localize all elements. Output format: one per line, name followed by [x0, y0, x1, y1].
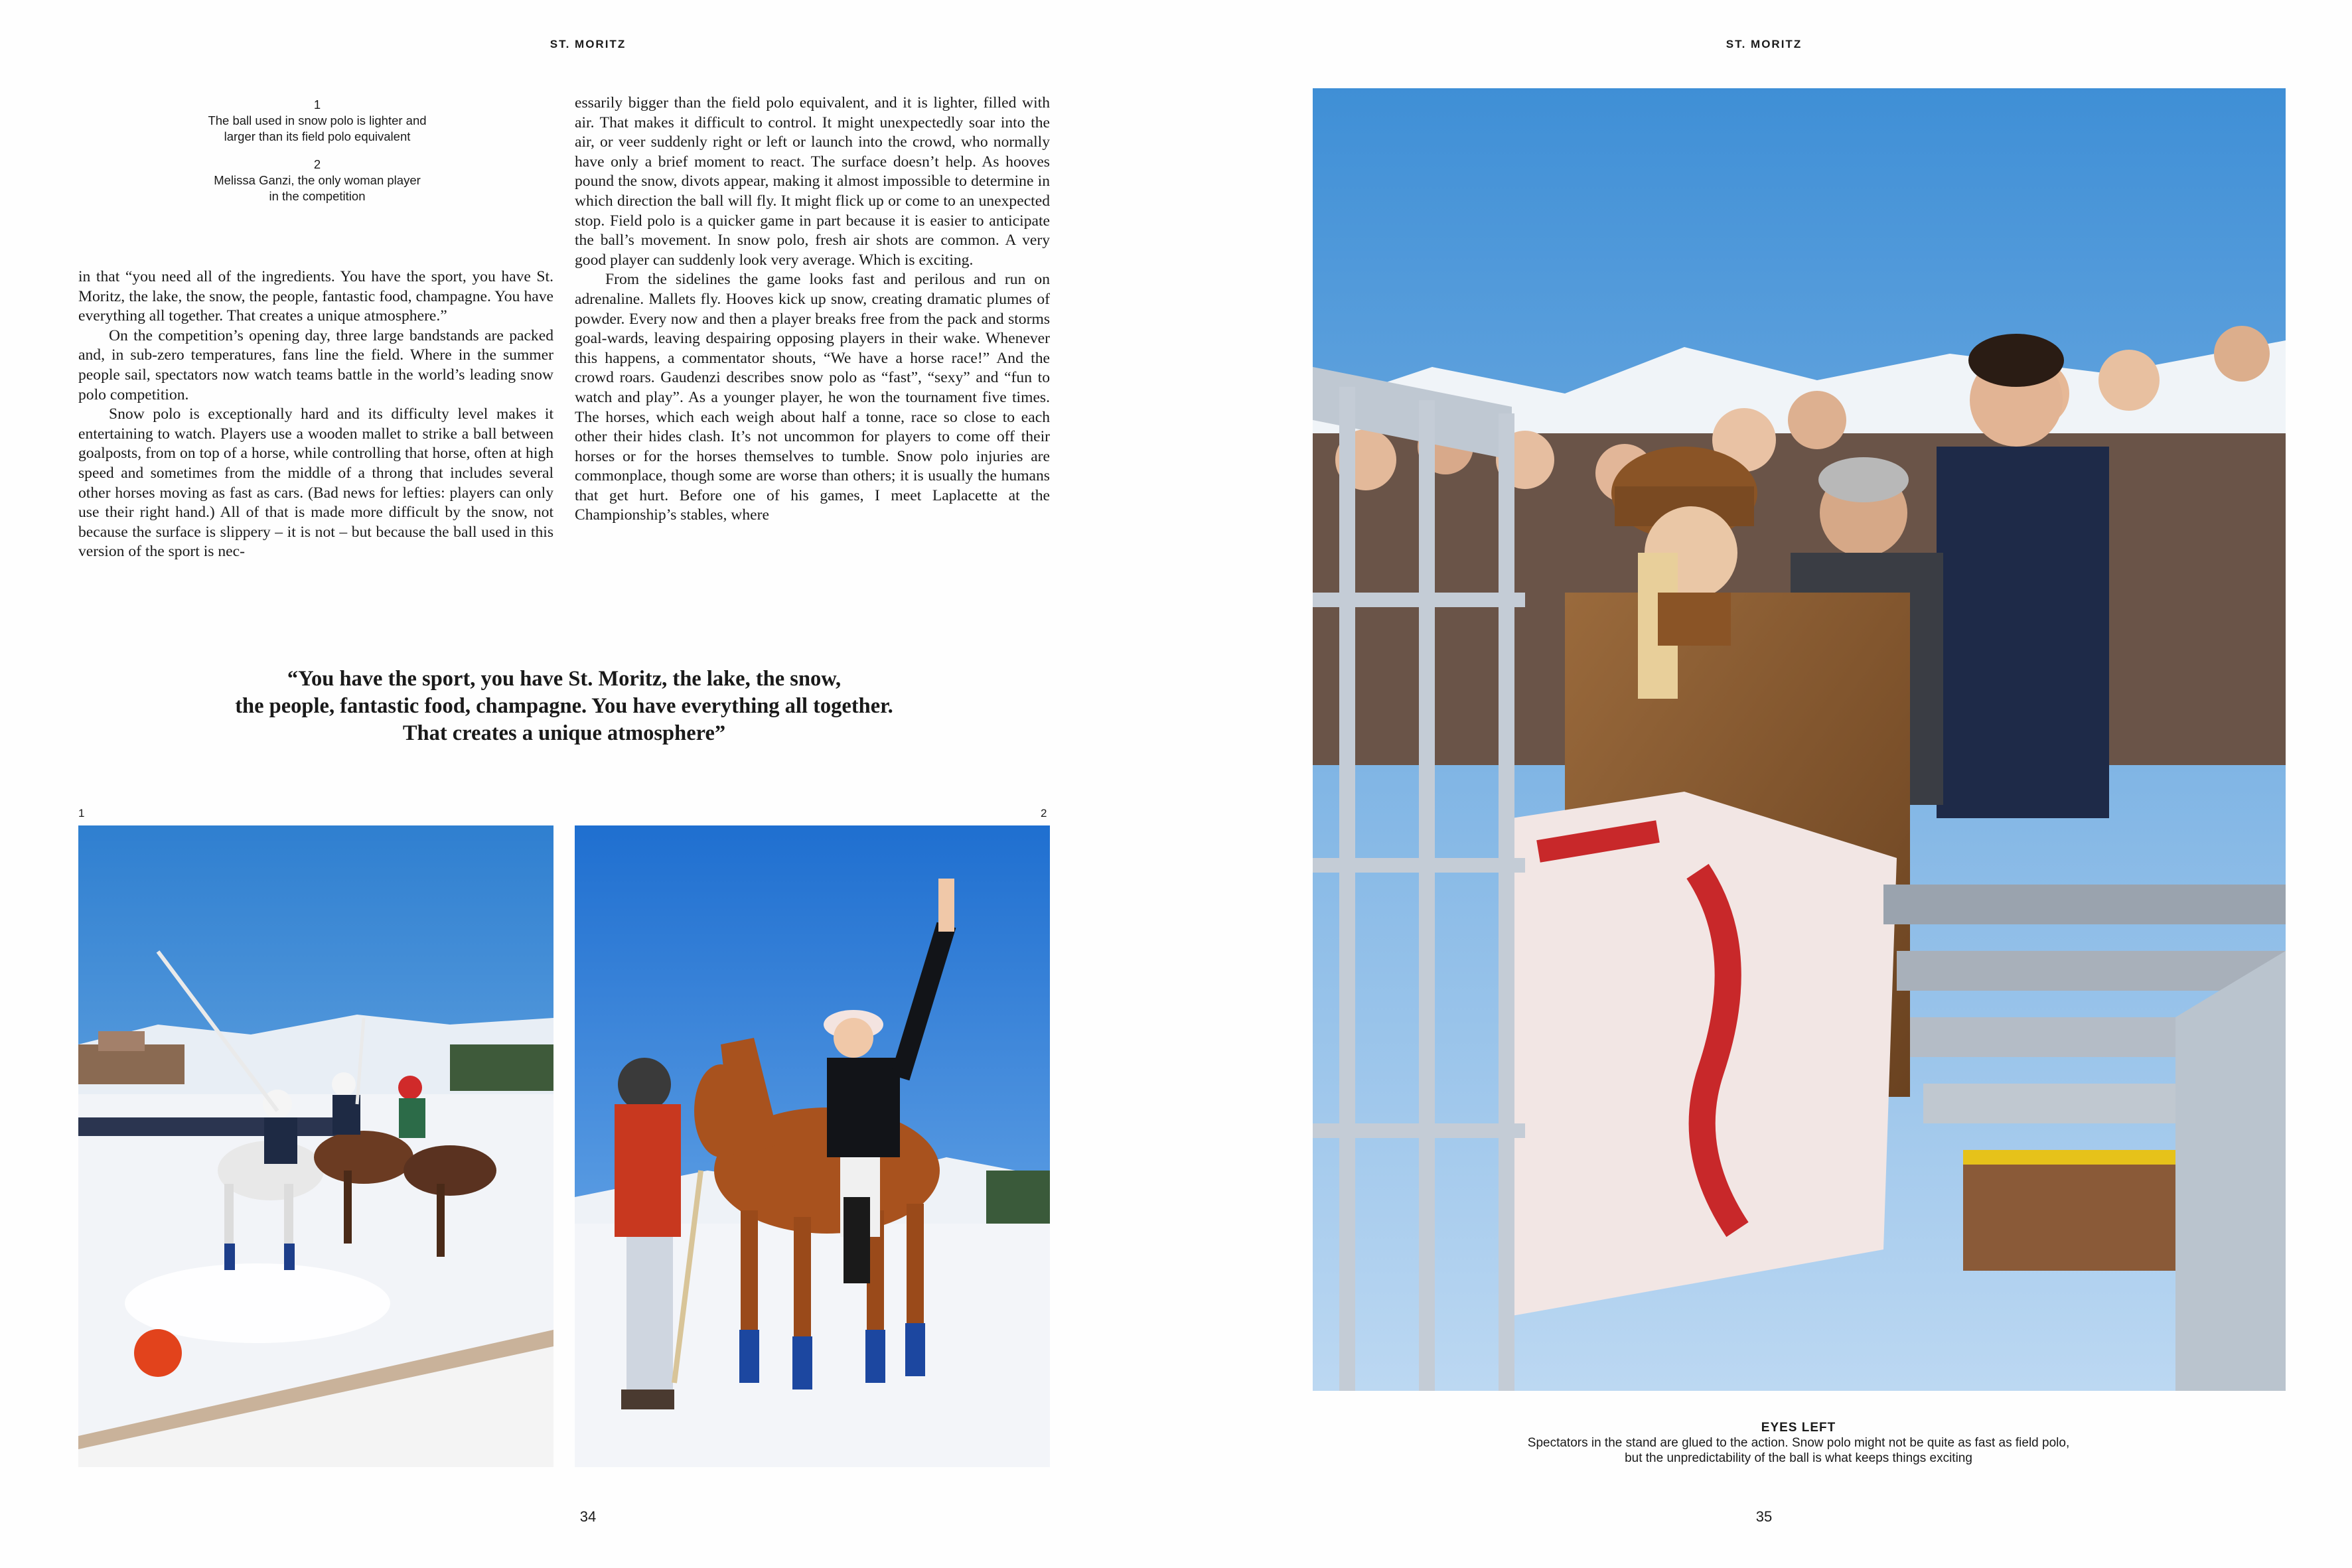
- caption-list: [78, 97, 556, 216]
- caption-2: [78, 157, 556, 204]
- page-number: 35: [1755, 1508, 1773, 1525]
- body-paragraph: On the competition’s opening day, three large bandstands are packed and, in sub-zero temperatures, fans line the field. Where in the summer people sail, spectators now watch teams battle in the world’s leading snow polo competition.: [78, 326, 553, 403]
- photo-number-2: 2: [1041, 807, 1047, 820]
- caption-line: Melissa Ganzi, the only woman player: [214, 173, 421, 187]
- photo-spectators-stand: [1313, 88, 2286, 1391]
- pull-quote-line: “You have the sport, you have St. Moritz, the lake, the snow,: [287, 667, 842, 691]
- photo-caption: [1394, 1420, 2203, 1466]
- body-column-2: [575, 94, 1050, 526]
- pull-quote-line: the people, fantastic food, champagne. You have everything all together.: [235, 694, 893, 718]
- caption-line: The ball used in snow polo is lighter and: [208, 113, 427, 127]
- caption-line: but the unpredictability of the ball is what keeps things exciting: [1625, 1451, 1972, 1465]
- running-head: ST. MORITZ: [550, 38, 626, 50]
- body-paragraph: From the sidelines the game looks fast and perilous and run on adrenaline. Mallets fly. Hooves kick up snow, creating dramatic plumes of powder. Every now and then a player breaks free from the pack and storms goal-wards, leaving despairing opposing players in their wake. Whenever this happens, a commentator shouts, “We have a horse race!” And the crowd roars. Gaudenzi describes snow polo as “fast”, “sexy” and “fun to watch and play”. As a younger player, he won the tournament five times. The horses, which each weigh about half a tonne, race so close to each other their hides clash. It’s not uncommon for players to come off their horses or for the horses themselves to tumble. Snow polo injuries are commonplace, though some are worse than others; it is usually the humans that get hurt. Before one of his games, I meet Laplacette at the Championship’s stables, where: [575, 271, 1050, 524]
- body-paragraph: Snow polo is exceptionally hard and its difficulty level makes it entertaining to watch. Players use a wooden mallet to strike a ball between goalposts, from on top of a horse, while controlling that horse, often at high speed and sometimes from the middle of a throng that includes several other horses moving as fast as cars. (Bad news for lefties: players can only use their right hand.) All of that is made more difficult by the snow, not because the surface is slippery – it is not – but because the ball used in this version of the sport is nec-: [78, 405, 553, 561]
- caption-line: in the competition: [269, 189, 366, 203]
- page-number: 34: [579, 1508, 597, 1525]
- caption-number: 2: [313, 157, 321, 171]
- photo-melissa-ganzi: [575, 825, 1050, 1467]
- caption-line: larger than its field polo equivalent: [224, 129, 411, 143]
- pull-quote-line: That creates a unique atmosphere”: [402, 721, 726, 745]
- pull-quote: [139, 666, 989, 747]
- caption-line: Spectators in the stand are glued to the action. Snow polo might not be quite as fast as field polo,: [1527, 1436, 2070, 1450]
- caption-title: EYES LEFT: [1761, 1421, 1836, 1435]
- running-head: ST. MORITZ: [1726, 38, 1802, 50]
- caption-1: [78, 97, 556, 145]
- photo-snow-polo-action: [78, 825, 553, 1467]
- body-paragraph: essarily bigger than the field polo equivalent, and it is lighter, filled with air. That makes it difficult to control. It might unexpectedly soar into the air, or veer suddenly right or left or launch into the crowd, who normally have only a brief moment to react. The surface doesn’t help. As hooves pound the snow, divots appear, making it almost impossible to determine in which direction the ball will fly. It might flick up or come to an unexpected stop. Field polo is a quicker game in part because it is easier to anticipate the ball’s movement. In snow polo, fresh air shots are common. A very good player can suddenly look very average. Which is exciting.: [575, 94, 1050, 269]
- photo-number-1: 1: [78, 807, 85, 820]
- body-paragraph: in that “you need all of the ingredients. You have the sport, you have St. Moritz, the lake, the snow, the people, fantastic food, champagne. You have everything all together. That creates a unique atmosphere.”: [78, 268, 553, 325]
- body-column-1: [78, 267, 553, 562]
- caption-number: 1: [313, 98, 321, 111]
